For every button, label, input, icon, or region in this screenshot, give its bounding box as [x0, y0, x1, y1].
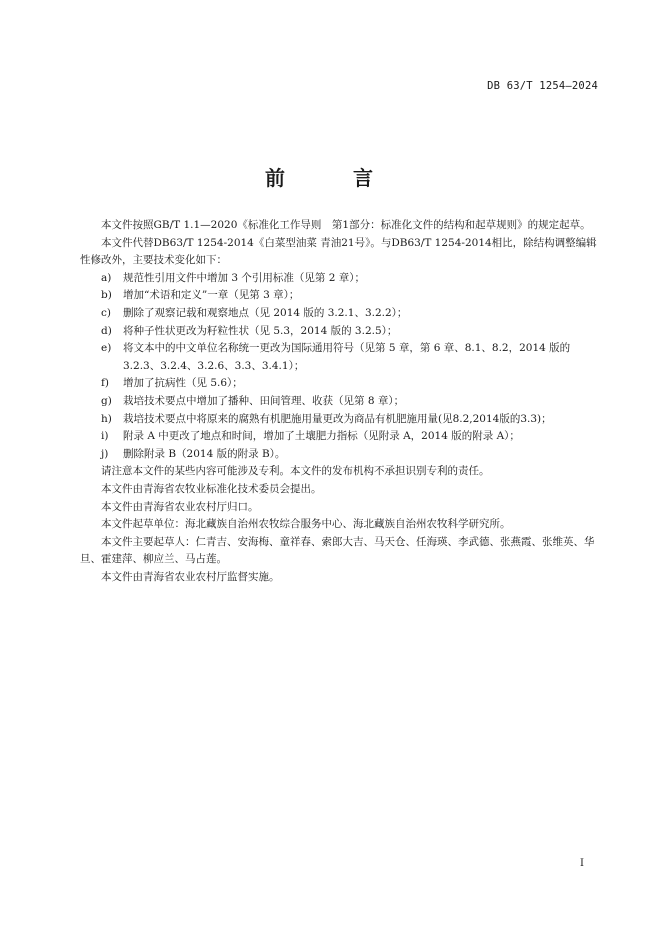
list-marker: h): [101, 412, 112, 425]
list-marker: j): [101, 447, 109, 460]
list-marker: b): [101, 289, 112, 302]
changes-list: [80, 270, 600, 464]
list-item-text: 栽培技术要点中将原来的腐熟有机肥施用量更改为商品有机肥施用量(见8.2,2014版的3.3)；: [123, 412, 552, 425]
list-item: [80, 393, 600, 411]
list-item-text: 将文本中的中文单位名称统一更改为国际通用符号（见第 5 章，第 6 章、8.1、8.2，2014 版的 3.2.3、3.2.4、3.2.6、3.3、3.4.1）；: [123, 342, 571, 372]
list-item: [80, 340, 600, 375]
list-item-text: 栽培技术要点中增加了播种、田间管理、收获（见第 8 章）；: [123, 394, 405, 407]
list-marker: f): [101, 377, 109, 390]
list-item: [80, 287, 600, 305]
list-marker: i): [101, 430, 109, 443]
list-marker: g): [101, 394, 112, 407]
paragraph-supervision: 本文件由青海省农业农村厅监督实施。: [101, 570, 280, 583]
list-marker: c): [101, 306, 111, 319]
list-marker: d): [101, 324, 112, 337]
list-item-text: 将种子性状更改为籽粒性状（见 5.3，2014 版的 3.2.5）；: [123, 324, 398, 337]
paragraph-patent-notice: 请注意本文件的某些内容可能涉及专利。本文件的发布机构不承担识别专利的责任。: [101, 465, 490, 478]
list-item: [80, 270, 600, 288]
foreword-body: [80, 217, 600, 586]
paragraph-drafting-rules: 本文件按照GB/T 1.1—2020《标准化工作导则 第1部分：标准化文件的结构和起草规则》的规定起草。: [101, 219, 591, 231]
list-marker: e): [101, 342, 112, 355]
paragraph-drafting-units: 本文件起草单位：海北藏族自治州农牧综合服务中心、海北藏族自治州农牧科学研究所。: [101, 518, 511, 531]
list-item: [80, 323, 600, 341]
document-code: DB 63/T 1254—2024: [487, 80, 598, 92]
list-marker: a): [101, 271, 112, 284]
list-item-text: 删除附录 B（2014 版的附录 B）。: [123, 447, 286, 460]
list-item-text: 增加“术语和定义”一章（见第 3 章）；: [123, 289, 300, 302]
list-item: [80, 411, 600, 429]
page-title: 前 言: [265, 166, 397, 190]
list-item-text: 附录 A 中更改了地点和时间，增加了土壤肥力指标（见附录 A，2014 版的附录 A）；: [123, 430, 520, 443]
paragraph-replacement: 本文件代替DB63/T 1254-2014《白菜型油菜 青油21号》。与DB63/T 1254-2014相比，除结构调整编辑性修改外，主要技术变化如下：: [80, 236, 597, 267]
list-item: [80, 305, 600, 323]
list-item-text: 删除了观察记载和观察地点（见 2014 版的 3.2.1、3.2.2）；: [123, 306, 408, 319]
paragraph-proposed-by: 本文件由青海省农牧业标准化技术委员会提出。: [101, 482, 322, 495]
list-item-text: 增加了抗病性（见 5.6）；: [123, 377, 243, 390]
list-item-text: 规范性引用文件中增加 3 个引用标准（见第 2 章）；: [123, 271, 365, 284]
list-item: [80, 375, 600, 393]
list-item: [80, 446, 600, 464]
paragraph-managed-by: 本文件由青海省农业农村厅归口。: [101, 500, 259, 513]
list-item: [80, 428, 600, 446]
paragraph-drafters: 本文件主要起草人：仁青吉、安海梅、童祥春、索郎大吉、马天仓、任海瑛、李武德、张燕霞、张维英、华旦、霍建萍、柳应兰、马占莲。: [80, 535, 595, 566]
page-number: I: [580, 858, 584, 869]
